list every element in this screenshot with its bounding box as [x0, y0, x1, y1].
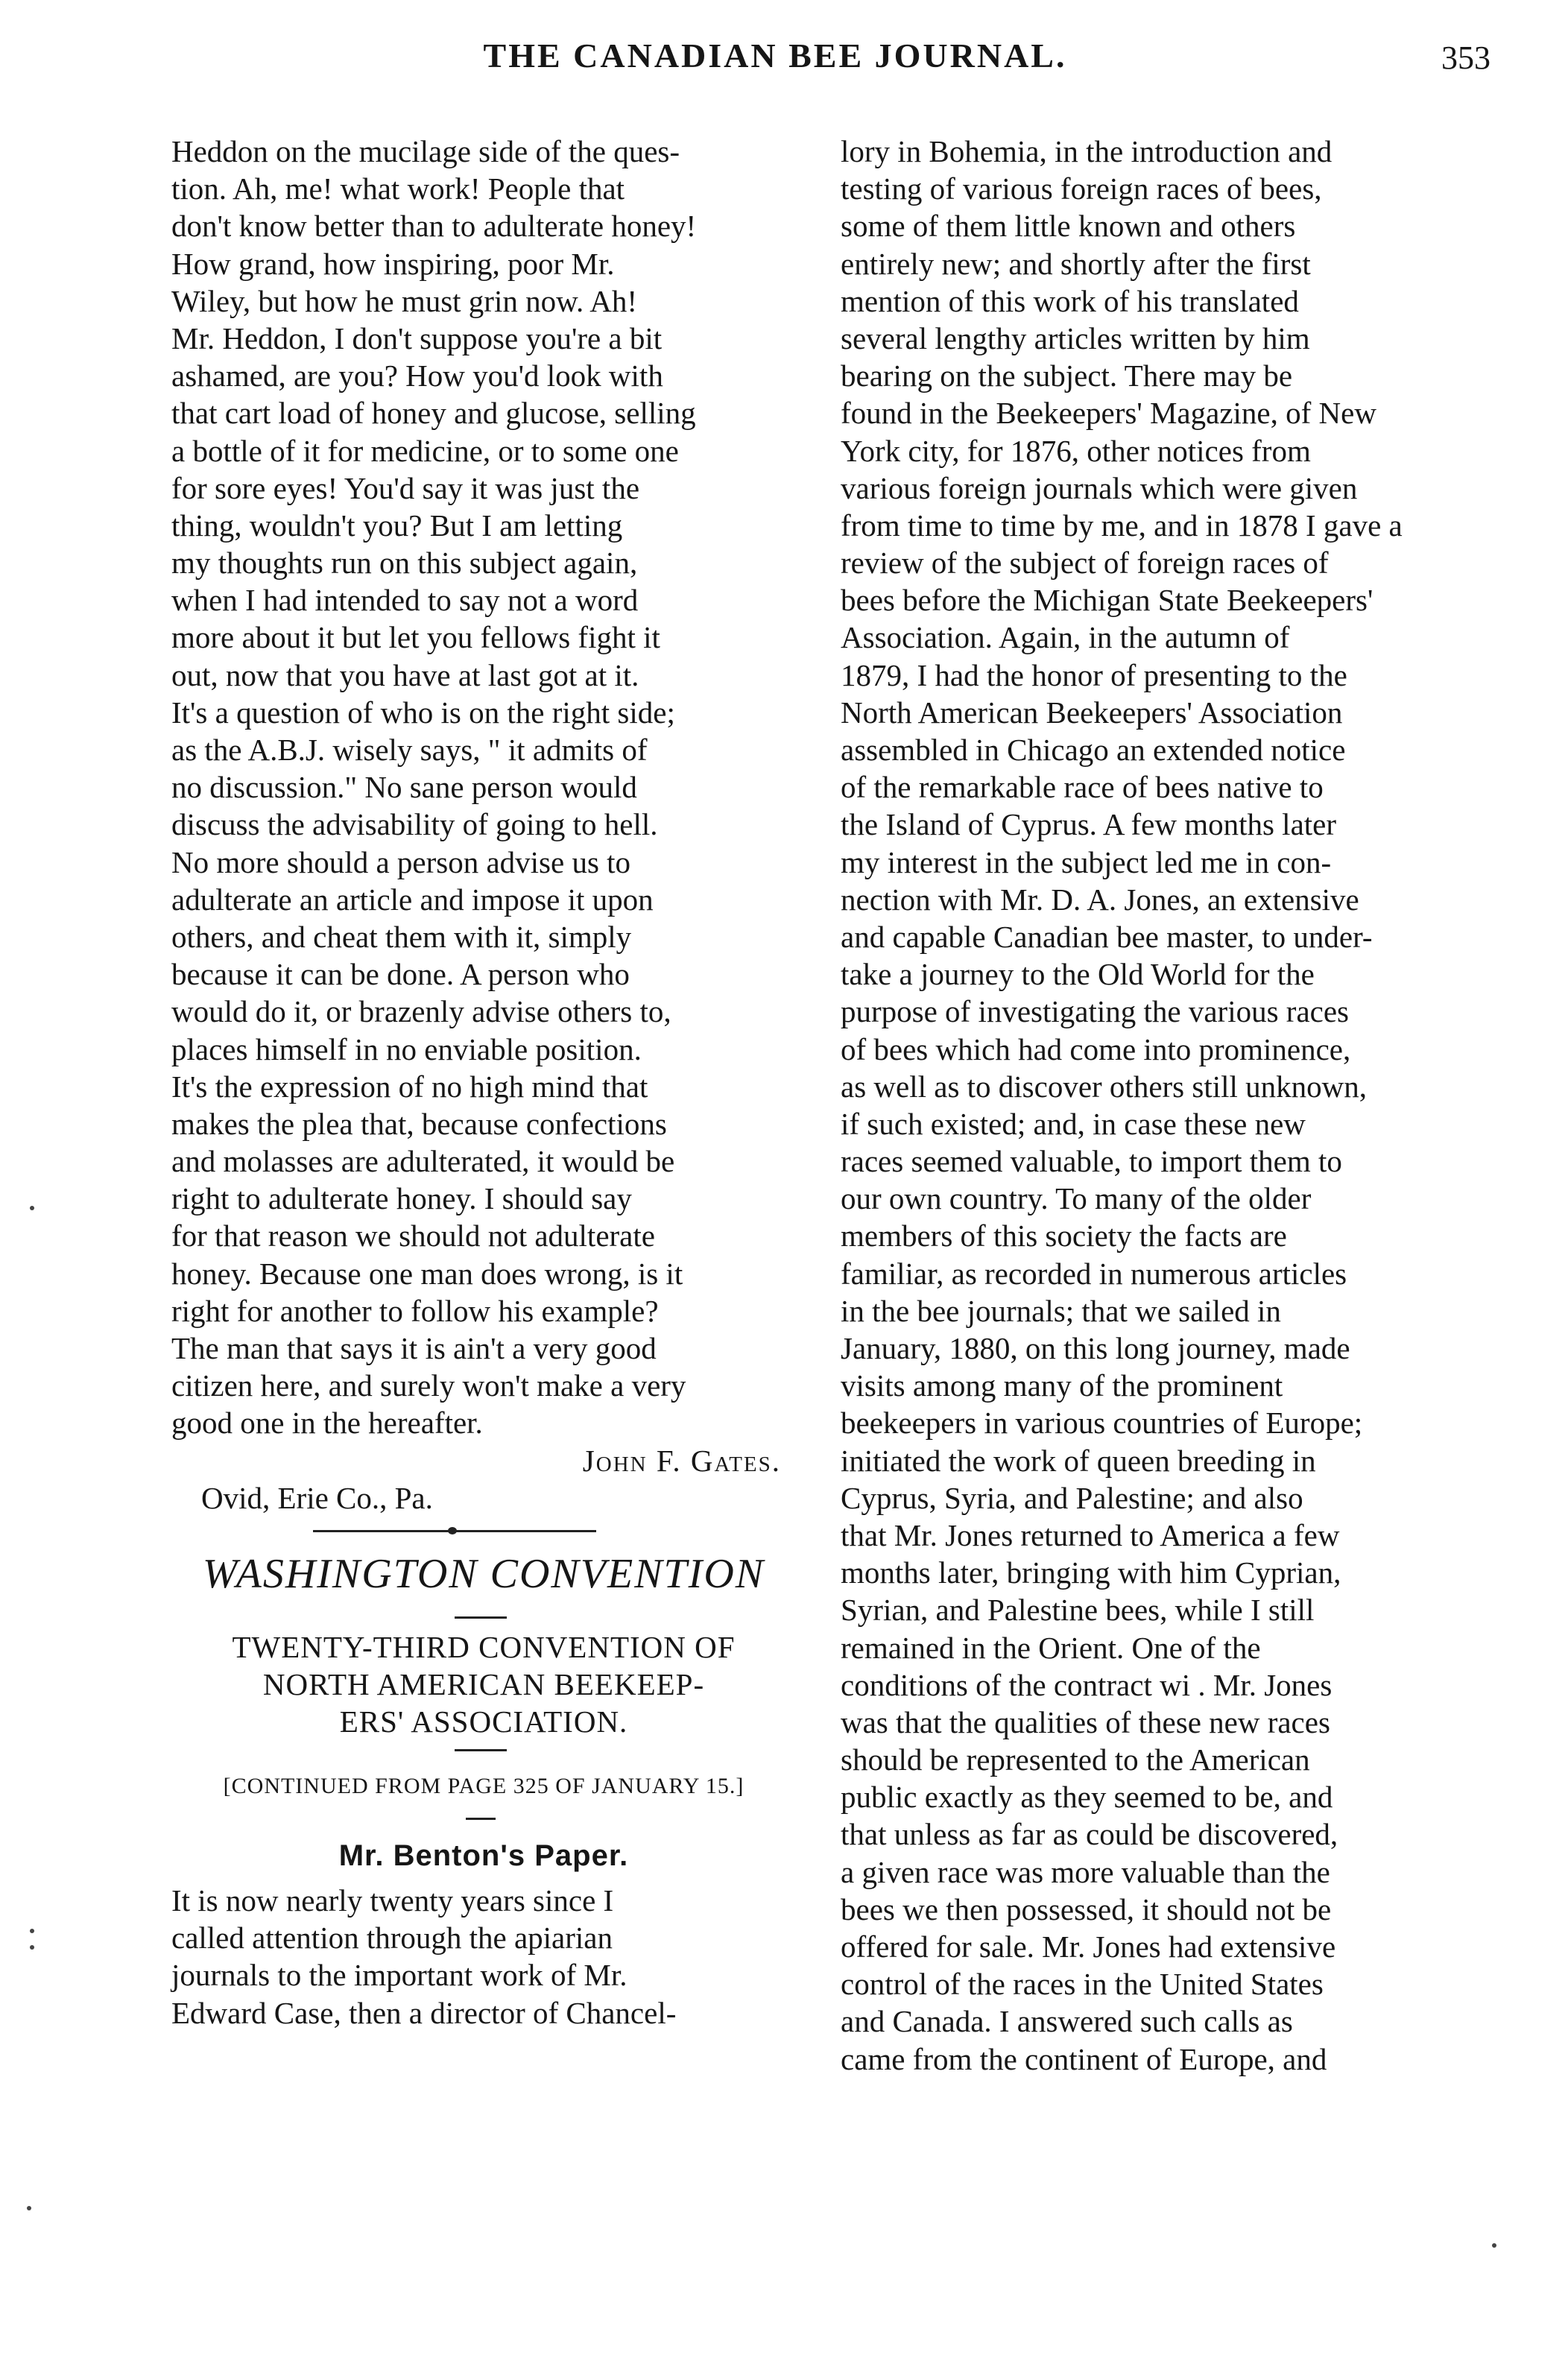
text-line: Edward Case, then a director of Chancel-: [171, 1995, 677, 2030]
text-line: the Island of Cyprus. A few months later: [841, 807, 1337, 842]
text-line: bees we then possessed, it should not be: [841, 1891, 1332, 1926]
text-line: that unless as far as could be discovered,: [841, 1817, 1338, 1852]
text-line: months later, bringing with him Cyprian,: [841, 1555, 1341, 1590]
text-line: control of the races in the United States: [841, 1967, 1324, 2002]
text-line: more about it but let you fellows fight it: [171, 620, 660, 655]
right-article-body: [841, 133, 1465, 2078]
short-rule: [171, 1809, 796, 1830]
text-line: January, 1880, on this long journey, made: [841, 1331, 1350, 1365]
subhead-line: TWENTY-THIRD CONVENTION OF: [232, 1629, 736, 1664]
text-line: would do it, or brazenly advise others to,: [171, 994, 671, 1029]
text-line: mention of this work of his translated: [841, 283, 1299, 318]
text-line: some of them little known and others: [841, 209, 1296, 244]
text-line: nection with Mr. D. A. Jones, an extensive: [841, 882, 1359, 917]
text-line: citizen here, and surely won't make a very: [171, 1368, 686, 1403]
text-line: when I had intended to say not a word: [171, 583, 639, 618]
journal-title: THE CANADIAN BEE JOURNAL.: [483, 37, 1067, 75]
short-rule: [171, 1608, 796, 1628]
text-line: a given race was more valuable than the: [841, 1854, 1330, 1889]
left-column: [171, 133, 796, 2032]
text-line: The man that says it is ain't a very good: [171, 1331, 657, 1365]
author-signature: John F. Gates.: [582, 1443, 781, 1478]
text-line: 1879, I had the honor of presenting to the: [841, 657, 1347, 692]
text-line: should be represented to the American: [841, 1742, 1310, 1777]
subhead-line: ERS' ASSOCIATION.: [339, 1704, 628, 1739]
text-line: lory in Bohemia, in the introduction and: [841, 134, 1333, 168]
short-rule: [171, 1740, 796, 1761]
right-column: [841, 133, 1465, 2078]
text-line: tion. Ah, me! what work! People that: [171, 171, 625, 206]
text-line: my thoughts run on this subject again,: [171, 546, 638, 581]
subhead-line: NORTH AMERICAN BEEKEEP-: [262, 1666, 705, 1701]
text-line: public exactly as they seemed to be, and: [841, 1780, 1333, 1815]
text-line: entirely new; and shortly after the first: [841, 246, 1311, 281]
text-line: a bottle of it for medicine, or to some one: [171, 433, 679, 468]
text-line: remained in the Orient. One of the: [841, 1630, 1261, 1665]
text-line: of bees which had come into prominence,: [841, 1031, 1351, 1066]
text-line: no discussion." No sane person would: [171, 770, 637, 805]
text-line: that cart load of honey and glucose, selling: [171, 396, 696, 431]
margin-speck: [1492, 2243, 1496, 2248]
margin-speck: [30, 1206, 34, 1210]
text-line: places himself in no enviable position.: [171, 1031, 642, 1066]
page-number: 353: [1441, 39, 1490, 76]
text-line: Association. Again, in the autumn of: [841, 620, 1290, 655]
text-line: testing of various foreign races of bees,: [841, 171, 1322, 206]
text-line: and molasses are adulterated, it would be: [171, 1144, 675, 1179]
margin-speck: [27, 2206, 31, 2210]
text-line: for sore eyes! You'd say it was just the: [171, 470, 640, 505]
text-line: North American Beekeepers' Association: [841, 695, 1343, 730]
text-line: Wiley, but how he must grin now. Ah!: [171, 283, 638, 318]
text-line: No more should a person advise us to: [171, 844, 631, 879]
text-line: Heddon on the mucilage side of the ques-: [171, 134, 680, 168]
text-line: It's a question of who is on the right side;: [171, 695, 675, 730]
text-line: ashamed, are you? How you'd look with: [171, 358, 663, 393]
text-line: that Mr. Jones returned to America a few: [841, 1517, 1340, 1552]
section-title: WASHINGTON CONVENTION: [202, 1550, 765, 1597]
text-line: right for another to follow his example?: [171, 1293, 659, 1328]
text-line: called attention through the apiarian: [171, 1921, 613, 1956]
text-line: thing, wouldn't you? But I am letting: [171, 508, 623, 543]
paper-body: [171, 1882, 796, 2032]
text-line: Cyprus, Syria, and Palestine; and also: [841, 1480, 1303, 1515]
text-line: of the remarkable race of bees native to: [841, 770, 1324, 805]
text-line: purpose of investigating the various races: [841, 994, 1350, 1029]
text-line: as the A.B.J. wisely says, " it admits of: [171, 733, 648, 767]
text-line: honey. Because one man does wrong, is it: [171, 1256, 683, 1291]
text-line: visits among many of the prominent: [841, 1368, 1283, 1403]
text-line: and capable Canadian bee master, to under-: [841, 919, 1373, 954]
text-line: conditions of the contract wi . Mr. Jones: [841, 1667, 1333, 1702]
text-line: It's the expression of no high mind that: [171, 1069, 648, 1104]
text-line: out, now that you have at last got at it.: [171, 657, 639, 692]
text-line: assembled in Chicago an extended notice: [841, 733, 1346, 767]
text-line: adulterate an article and impose it upon: [171, 882, 654, 917]
text-line: review of the subject of foreign races of: [841, 546, 1329, 581]
author-location: Ovid, Erie Co., Pa.: [201, 1480, 433, 1515]
text-line: How grand, how inspiring, poor Mr.: [171, 246, 615, 281]
text-line: York city, for 1876, other notices from: [841, 433, 1311, 468]
text-line: because it can be done. A person who: [171, 957, 630, 992]
section-divider: [171, 1517, 796, 1545]
text-line: others, and cheat them with it, simply: [171, 919, 632, 954]
running-head: [0, 36, 1568, 88]
text-line: if such existed; and, in case these new: [841, 1106, 1306, 1141]
text-line: for that reason we should not adulterate: [171, 1218, 655, 1254]
text-line: makes the plea that, because confections: [171, 1106, 667, 1141]
text-line: Mr. Heddon, I don't suppose you're a bit: [171, 320, 663, 355]
text-line: several lengthy articles written by him: [841, 320, 1310, 355]
text-line: and Canada. I answered such calls as: [841, 2004, 1293, 2039]
text-line: members of this society the facts are: [841, 1218, 1287, 1254]
margin-speck: [30, 1945, 34, 1950]
text-line: offered for sale. Mr. Jones had extensive: [841, 1929, 1336, 1964]
text-line: take a journey to the Old World for the: [841, 957, 1315, 992]
text-line: initiated the work of queen breeding in: [841, 1443, 1316, 1478]
margin-speck: [30, 1929, 34, 1933]
text-line: don't know better than to adulterate honey!: [171, 209, 697, 244]
text-line: It is now nearly twenty years since I: [171, 1883, 614, 1918]
text-line: familiar, as recorded in numerous articles: [841, 1256, 1347, 1291]
text-line: as well as to discover others still unknown,: [841, 1069, 1368, 1104]
text-line: good one in the hereafter.: [171, 1406, 483, 1441]
paper-title: Mr. Benton's Paper.: [338, 1839, 629, 1872]
text-line: found in the Beekeepers' Magazine, of New: [841, 396, 1376, 431]
continued-note: [CONTINUED FROM PAGE 325 OF JANUARY 15.]: [223, 1773, 745, 1798]
text-line: right to adulterate honey. I should say: [171, 1181, 632, 1216]
text-line: races seemed valuable, to import them to: [841, 1144, 1342, 1179]
text-line: various foreign journals which were given: [841, 470, 1358, 505]
left-article-body: [171, 133, 796, 1442]
text-line: bees before the Michigan State Beekeepers': [841, 583, 1373, 618]
text-line: Syrian, and Palestine bees, while I still: [841, 1593, 1315, 1628]
text-line: bearing on the subject. There may be: [841, 358, 1293, 393]
text-line: in the bee journals; that we sailed in: [841, 1293, 1281, 1328]
text-line: from time to time by me, and in 1878 I gave a: [841, 508, 1403, 543]
text-line: came from the continent of Europe, and: [841, 2041, 1327, 2076]
text-line: discuss the advisability of going to hell.: [171, 807, 658, 842]
text-line: my interest in the subject led me in con-: [841, 844, 1332, 879]
text-line: beekeepers in various countries of Europe;: [841, 1406, 1363, 1441]
text-line: journals to the important work of Mr.: [171, 1958, 627, 1993]
text-line: was that the qualities of these new races: [841, 1704, 1330, 1739]
text-line: our own country. To many of the older: [841, 1181, 1312, 1216]
convention-subhead: [171, 1628, 796, 1740]
